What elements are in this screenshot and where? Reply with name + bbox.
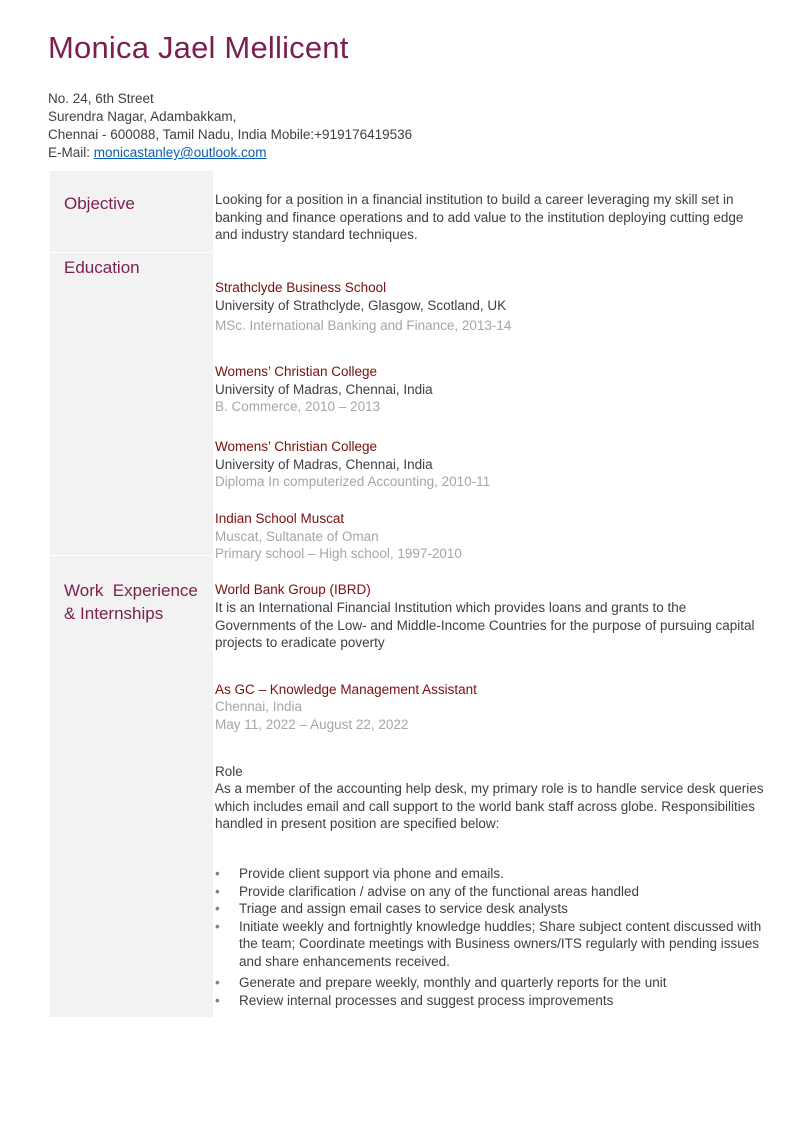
contact-block [48, 90, 412, 162]
email-link[interactable]: monicastanley@outlook.com [93, 145, 267, 160]
email-line [48, 144, 412, 162]
objective-heading: Objective [64, 194, 135, 213]
education-degree: Diploma In computerized Accounting, 2010-11 [215, 474, 491, 489]
sidebar-divider [50, 252, 213, 253]
responsibility-text: Provide clarification / advise on any of the functional areas handled [239, 883, 639, 899]
bullet-icon: • [215, 883, 220, 899]
education-degree: B. Commerce, 2010 – 2013 [215, 399, 381, 414]
list-item [215, 974, 765, 992]
education-location: Muscat, Sultanate of Oman [215, 529, 379, 544]
list-item [215, 865, 765, 883]
role-label: Role [215, 764, 243, 779]
experience-heading-line-1: Work Experience [64, 581, 198, 600]
candidate-name: Monica Jael Mellicent [48, 30, 349, 65]
experience-heading [64, 579, 198, 625]
objective-text: Looking for a position in a financial institution to build a career leveraging my skill set in banking and finance operations and to add value to the institution deploying cutting edge and industry standard techniques. [215, 192, 744, 242]
education-heading: Education [64, 258, 140, 277]
bullet-icon: • [215, 992, 220, 1008]
experience-position: As GC – Knowledge Management Assistant [215, 682, 477, 697]
responsibilities-list [215, 865, 765, 1009]
education-degree: Primary school – High school, 1997-2010 [215, 546, 462, 561]
responsibility-text: Initiate weekly and fortnightly knowledge huddles; Share subject content discussed with the team; Coordinate meetings with Business owners/ITS regularly with pending issues and share enhancements received. [239, 918, 762, 969]
list-item [215, 992, 765, 1010]
responsibility-text: Provide client support via phone and emails. [239, 866, 504, 881]
education-degree: MSc. International Banking and Finance, 2013-14 [215, 318, 512, 333]
list-item [215, 918, 765, 971]
experience-heading-line-2: & Internships [64, 604, 164, 623]
bullet-icon: • [215, 866, 220, 881]
email-label: E-Mail: [48, 145, 94, 160]
education-university: University of Madras, Chennai, India [215, 457, 433, 472]
responsibility-text: Generate and prepare weekly, monthly and quarterly reports for the unit [239, 975, 667, 990]
sidebar-divider [50, 555, 213, 556]
bullet-icon: • [215, 901, 220, 916]
role-text: As a member of the accounting help desk, my primary role is to handle service desk queries which includes email and call support to the world bank staff across globe. Responsibilities handled in present position are specified below: [215, 781, 764, 831]
education-university: University of Madras, Chennai, India [215, 382, 433, 397]
experience-org: World Bank Group (IBRD) [215, 582, 371, 597]
education-school: Indian School Muscat [215, 511, 345, 526]
experience-location: Chennai, India [215, 699, 303, 714]
list-item [215, 900, 765, 918]
bullet-icon: • [215, 918, 220, 934]
list-item [215, 883, 765, 901]
responsibility-text: Triage and assign email cases to service desk analysts [239, 901, 568, 916]
education-school: Womens’ Christian College [215, 439, 378, 454]
education-school: Strathclyde Business School [215, 280, 387, 295]
address-line-3: Chennai - 600088, Tamil Nadu, India Mobile:+919176419536 [48, 127, 413, 142]
address-line-1: No. 24, 6th Street [48, 91, 154, 106]
education-university: University of Strathclyde, Glasgow, Scotland, UK [215, 298, 507, 313]
experience-dates: May 11, 2022 – August 22, 2022 [215, 717, 409, 732]
bullet-icon: • [215, 975, 220, 990]
experience-org-description: It is an International Financial Institution which provides loans and grants to the Governments of the Low- and Middle-Income Countries for the purpose of pursuing capital projects to eradicate poverty [215, 600, 755, 650]
address-line-2: Surendra Nagar, Adambakkam, [48, 109, 237, 124]
education-school: Womens’ Christian College [215, 364, 378, 379]
responsibility-text: Review internal processes and suggest process improvements [239, 992, 614, 1008]
